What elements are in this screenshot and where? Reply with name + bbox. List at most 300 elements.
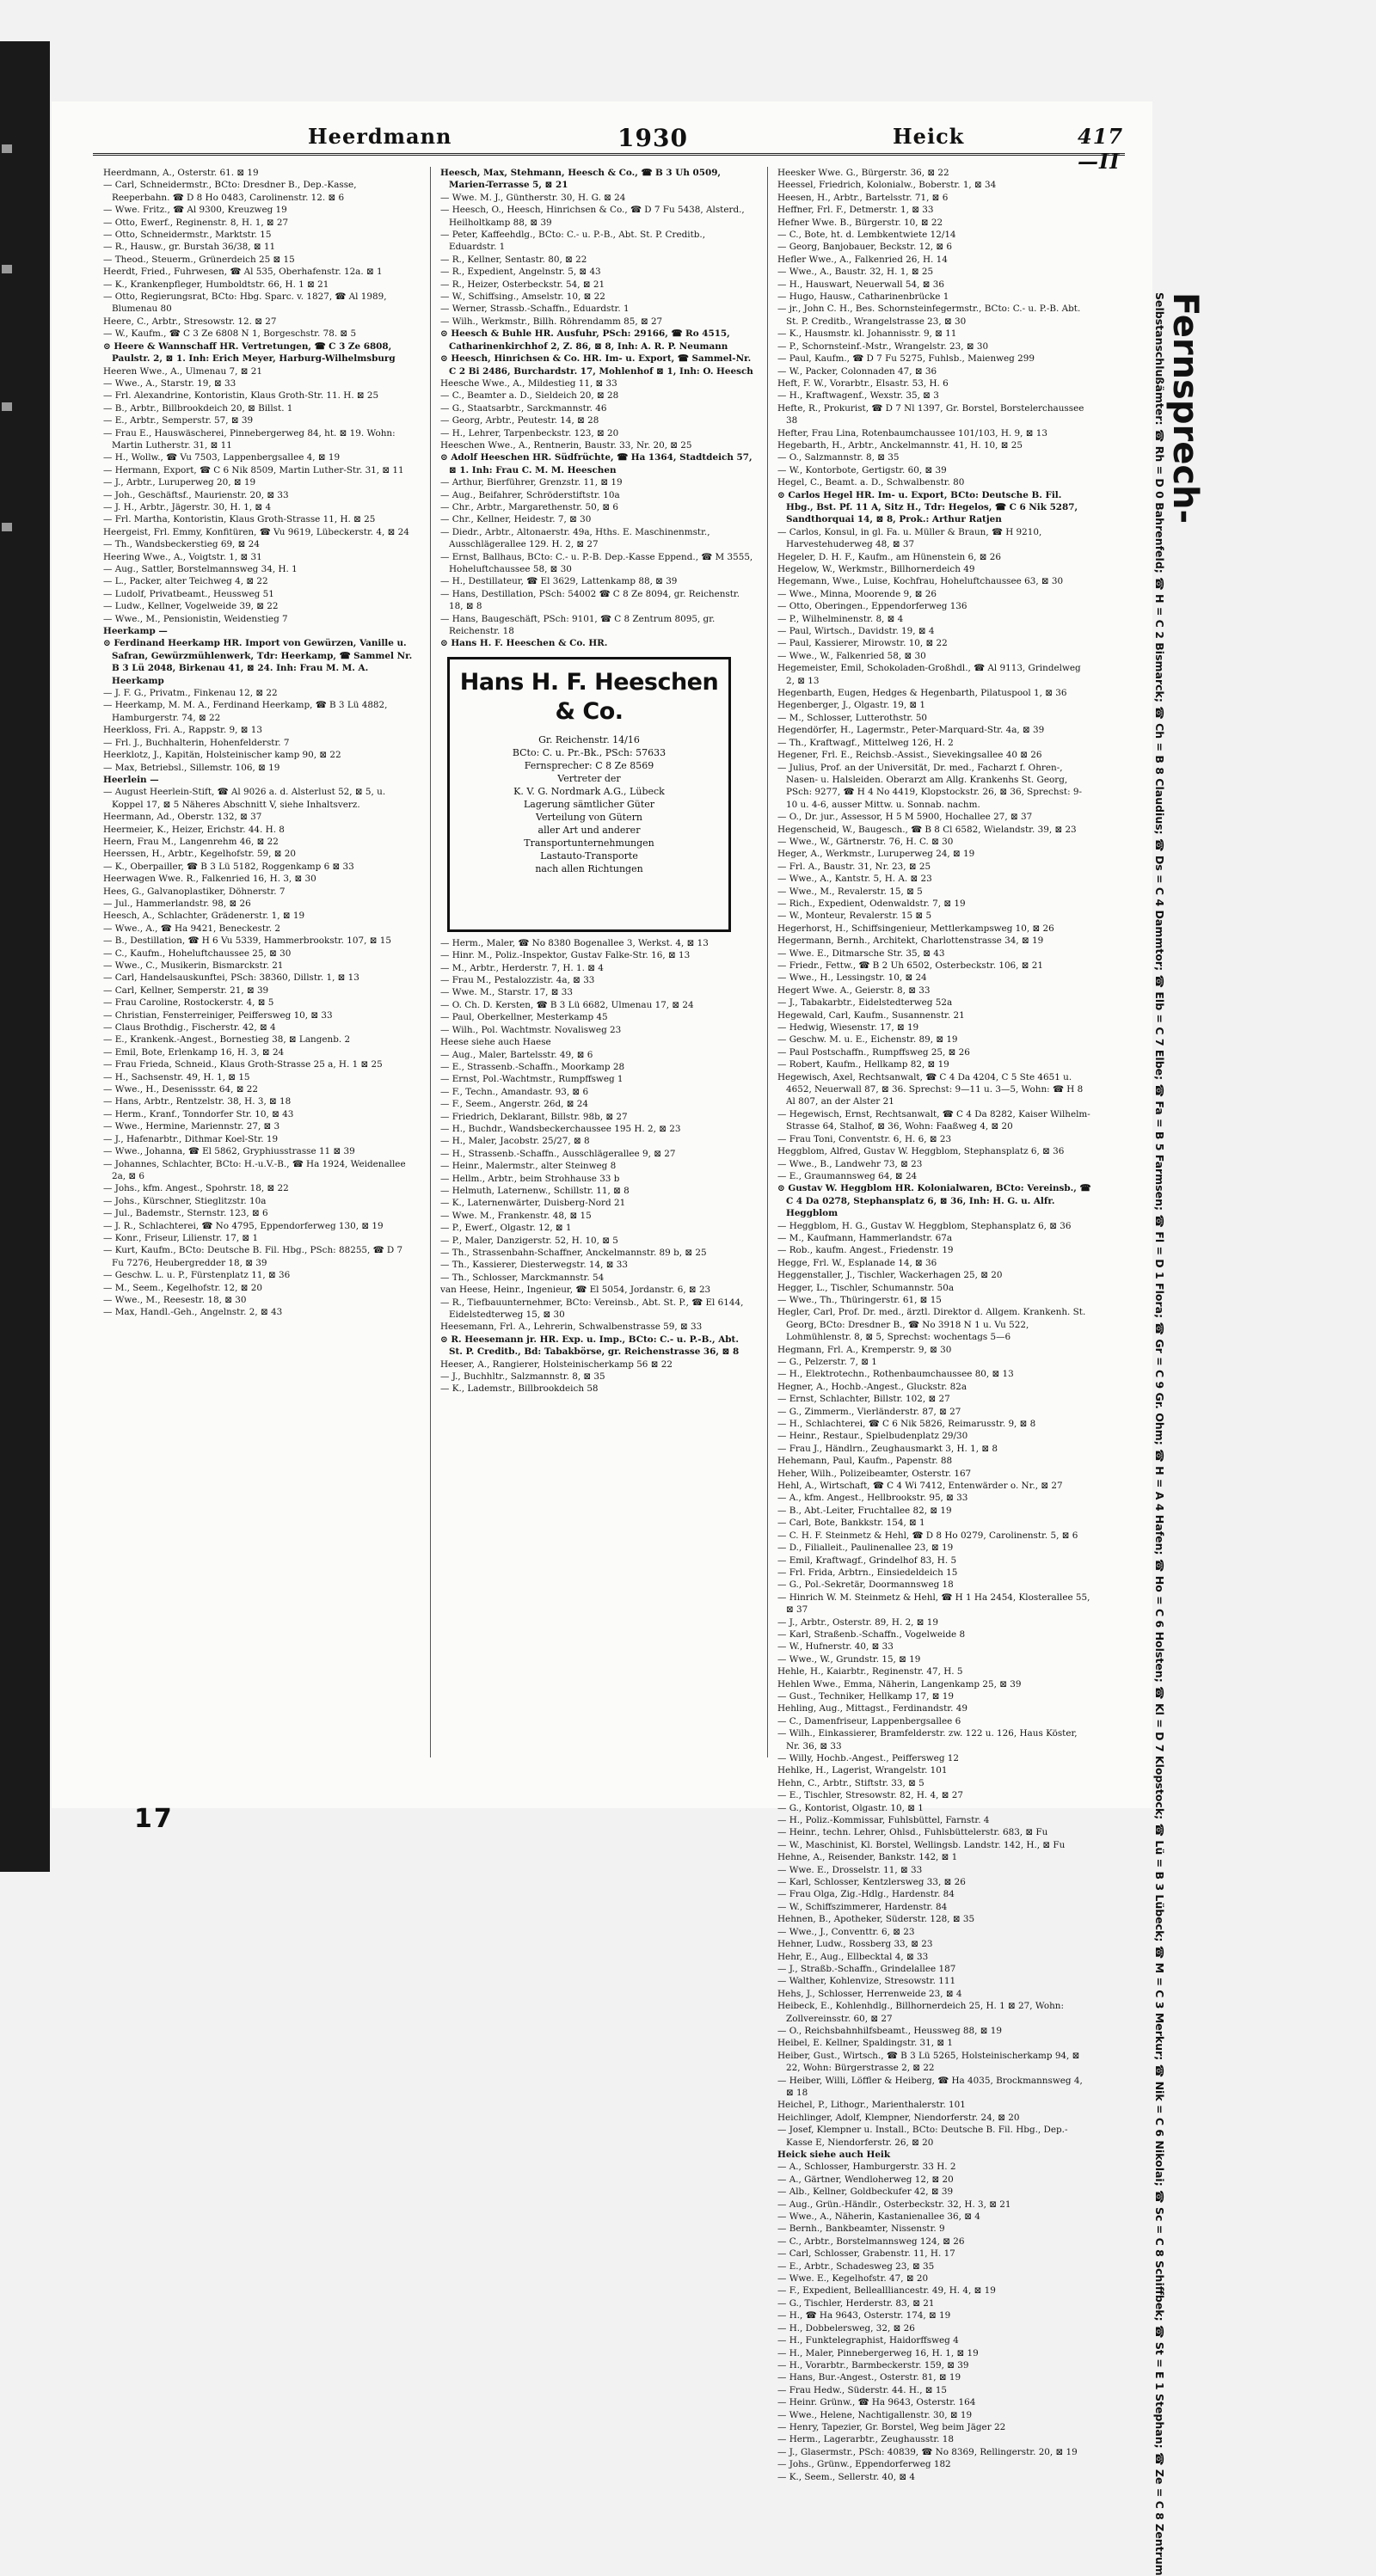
directory-entry: Hegener, Frl. E., Reichsb.-Assist., Sievekingsallee 40 ⊠ 26 [777, 750, 1042, 761]
directory-entry: — R., Heizer, Osterbeckstr. 54, ⊠ 21 [440, 279, 605, 290]
directory-entry: Hehn, C., Arbtr., Stiftstr. 33, ⊠ 5 [777, 1777, 924, 1788]
directory-entry: — Ernst, Ballhaus, BCto: C.- u. P.-B. Dep.-Kasse Eppend., ☎ M 3555, Hoheluftchaussee 58, ⊠ 30 [440, 551, 753, 574]
directory-entry: Hegge, Frl. W., Esplanade 14, ⊠ 36 [777, 1257, 937, 1268]
directory-entry: — Heinr. Grünw., ☎ Ha 9643, Osterstr. 164 [777, 2397, 976, 2408]
directory-entry: — Frau Toni, Conventstr. 6, H. 6, ⊠ 23 [777, 1133, 952, 1144]
directory-entry: — Otto, Schneidermstr., Marktstr. 15 [103, 230, 272, 241]
directory-entry: — Carlos, Konsul, in gl. Fa. u. Müller & Braun, ☎ H 9210, Harvestehuderweg 48, ⊠ 37 [777, 526, 1042, 550]
directory-entry: Heesche Wwe., A., Mildestieg 11, ⊠ 33 [440, 377, 617, 389]
directory-entry: — Julius, Prof. an der Universität, Dr. med., Facharzt f. Ohren-, Nasen- u. Halsleiden. Oberarzt am Allg. Krankenhs St. Georg, PSch: 9277, ☎ H 4 No 4419, Klopstockstr. 26, ⊠ 36, Sprechst: 9-10 u. 4-6, ausser Mittw. u. Sonnab. nachm. [777, 762, 1083, 810]
directory-entry: — Max, Handl.-Geh., Angelnstr. 2, ⊠ 43 [103, 1307, 283, 1318]
directory-entry: — R., Expedient, Angelnstr. 5, ⊠ 43 [440, 267, 601, 278]
directory-entry: — E., Strassenb.-Schaffn., Moorkamp 28 [440, 1061, 625, 1072]
ad-line: Lagerung sämtlicher Güter [523, 798, 655, 810]
directory-entry: — H., Poliz.-Kommissar, Fuhlsbüttel, Farnstr. 4 [777, 1815, 990, 1826]
directory-entry: Hegendörfer, H., Lagermstr., Peter-Marquard-Str. 4a, ⊠ 39 [777, 725, 1045, 736]
directory-entry: — E., Krankenk.-Angest., Bornestieg 38, ⊠ Langenb. 2 [103, 1034, 351, 1046]
directory-entry: Heerlein — [103, 774, 159, 785]
directory-entry: — Hans, Arbtr., Rentzelstr. 38, H. 3, ⊠ 18 [103, 1096, 292, 1107]
directory-entry: Heick siehe auch Heik [777, 2150, 891, 2160]
column-rule [430, 167, 431, 1757]
directory-entry: — Heinr., Restaur., Spielbudenplatz 29/30 [777, 1431, 968, 1442]
directory-entry: — Hermann, Export, ☎ C 6 Nik 8509, Martin Luther-Str. 31, ⊠ 11 [103, 464, 404, 475]
directory-entry: — Bernh., Bankbeamter, Nissenstr. 9 [777, 2223, 945, 2235]
directory-entry: Hefte, R., Prokurist, ☎ D 7 Nl 1397, Gr. Borstel, Borstelerchaussee 38 [777, 402, 1084, 426]
directory-entry: — Claus Brothdig., Fischerstr. 42, ⊠ 4 [103, 1022, 276, 1033]
directory-entry: Hehemann, Paul, Kaufm., Papenstr. 88 [777, 1456, 953, 1467]
directory-entry: — Th., Schlosser, Marckmannstr. 54 [440, 1272, 605, 1283]
directory-entry: Hegewald, Carl, Kaufm., Susannenstr. 21 [777, 1009, 965, 1021]
directory-entry: — Hans, Destillation, PSch: 54002 ☎ C 8 Ze 8094, gr. Reichenstr. 18, ⊠ 8 [440, 588, 740, 612]
directory-entry: — Gust., Techniker, Hellkamp 17, ⊠ 19 [777, 1690, 954, 1702]
directory-entry: Heerkloss, Fri. A., Rappstr. 9, ⊠ 13 [103, 725, 262, 736]
directory-entry: — Diedr., Arbtr., Altonaerstr. 49a, Hths. E. Maschinenmstr., Ausschlägerallee 129. H. 2, ⊠ 27 [440, 526, 710, 550]
directory-entry: ⊙ Heesch, Hinrichsen & Co. HR. Im- u. Export, ☎ Sammel-Nr. C 2 Bi 2486, Burchardstr. 17, Mohlenhof ⊠ 1, Inh: O. Heesch [440, 353, 753, 377]
directory-entry: — H., Buchdr., Wandsbeckerchaussee 195 H. 2, ⊠ 23 [440, 1123, 681, 1134]
directory-entry: Hehne, A., Reisender, Bankstr. 142, ⊠ 1 [777, 1852, 958, 1863]
directory-entry: — H., Dobbelersweg, 32, ⊠ 26 [777, 2322, 915, 2334]
directory-entry: — Heggblom, H. G., Gustav W. Heggblom, Stephansplatz 6, ⊠ 36 [777, 1220, 1072, 1231]
directory-entry: — Wwe., Minna, Moorende 9, ⊠ 26 [777, 588, 937, 599]
ad-line: BCto: C. u. Pr.-Bk., PSch: 57633 [512, 746, 666, 758]
directory-entry: — Frl. A., Baustr. 31, Nr. 23, ⊠ 25 [777, 861, 931, 872]
directory-entry: — Hans, Bur.-Angest., Osterstr. 81, ⊠ 19 [777, 2372, 961, 2383]
directory-entry: — Wwe. M. J., Güntherstr. 30, H. G. ⊠ 24 [440, 192, 626, 203]
directory-entry: — H., Funktelegraphist, Haidorffsweg 4 [777, 2335, 959, 2346]
directory-entry: — Carl, Handelsauskunftei, PSch: 38360, Dillstr. 1, ⊠ 13 [103, 972, 359, 984]
directory-entry: — E., Arbtr., Schadesweg 23, ⊠ 35 [777, 2260, 935, 2272]
directory-entry: — Otto, Regierungsrat, BCto: Hbg. Sparc. v. 1827, ☎ Al 1989, Blumenau 80 [103, 291, 387, 315]
directory-entry: — Ludw., Kellner, Vogelweide 39, ⊠ 22 [103, 601, 279, 612]
directory-entry: Hegemann, Wwe., Luise, Kochfrau, Hoheluftchaussee 63, ⊠ 30 [777, 576, 1064, 587]
directory-entry: Hehnen, B., Apotheker, Süderstr. 128, ⊠ 35 [777, 1914, 975, 1925]
directory-entry: — F., Expedient, Belleallliancestr. 49, H. 4, ⊠ 19 [777, 2285, 996, 2297]
directory-entry: ⊙ Hans H. F. Heeschen & Co. HR. [440, 638, 608, 649]
directory-entry: — Wwe., C., Musikerin, Bismarckstr. 21 [103, 960, 284, 971]
directory-entry: — Joh., Geschäftsf., Maurienstr. 20, ⊠ 33 [103, 489, 289, 500]
directory-entry: — Rob., kaufm. Angest., Friedenstr. 19 [777, 1245, 954, 1256]
scan-artifact [2, 144, 12, 153]
ad-line: Transportunternehmungen [524, 837, 654, 849]
ad-line: Vertreter der [557, 772, 621, 784]
directory-entry: — Carl, Bote, Bankkstr. 154, ⊠ 1 [777, 1518, 925, 1529]
directory-entry: Hehlen Wwe., Emma, Näherin, Langenkamp 25, ⊠ 39 [777, 1678, 1022, 1690]
folio-number: 17 [134, 1804, 174, 1834]
directory-entry: — C., Beamter a. D., Sieldeich 20, ⊠ 28 [440, 390, 619, 402]
directory-entry: — B., Arbtr., Billbrookdeich 20, ⊠ Billst. 1 [103, 402, 293, 414]
directory-entry: ⊙ Adolf Heeschen HR. Südfrüchte, ☎ Ha 1364, Stadtdeich 57, ⊠ 1. Inh: Frau C. M. M. Heeschen [440, 452, 752, 475]
directory-entry: Hegenbarth, Eugen, Hedges & Hegenbarth, Pilatuspool 1, ⊠ 36 [777, 688, 1067, 699]
directory-entry: Hegel, C., Beamt. a. D., Schwalbenstr. 80 [777, 477, 965, 488]
directory-entry: — Carl, Kellner, Semperstr. 21, ⊠ 39 [103, 984, 269, 996]
directory-entry: — Otto, Ewerf., Reginenstr. 8, H. 1, ⊠ 27 [103, 217, 289, 228]
header-first-name: Heerdmann [308, 124, 452, 149]
entry-columns [103, 167, 1109, 2482]
directory-entry: — Wwe., A., Starstr. 19, ⊠ 33 [103, 377, 236, 389]
directory-entry: Heichlinger, Adolf, Klempner, Niendorferstr. 24, ⊠ 20 [777, 2112, 1020, 2123]
directory-entry: — Wwe., A., Baustr. 32, H. 1, ⊠ 25 [777, 267, 934, 278]
directory-entry: — Alb., Kellner, Goldbeckufer 42, ⊠ 39 [777, 2187, 954, 2198]
sidebar-title: Fernsprech- [1165, 292, 1205, 524]
directory-entry: — H., Sachsenstr. 49, H. 1, ⊠ 15 [103, 1071, 250, 1083]
directory-entry: — Johs., kfm. Angest., Spohrstr. 18, ⊠ 22 [103, 1183, 289, 1194]
directory-entry: — H., Strassenb.-Schaffn., Ausschlägerallee 9, ⊠ 27 [440, 1148, 676, 1159]
directory-entry: — W., Hufnerstr. 40, ⊠ 33 [777, 1641, 894, 1653]
directory-entry: — K., Krankenpfleger, Humboldtstr. 66, H. 1 ⊠ 21 [103, 279, 329, 290]
scan-artifact [2, 402, 12, 411]
directory-entry: — Wwe., Hermine, Mariennstr. 27, ⊠ 3 [103, 1121, 280, 1132]
phone-exchange-sidebar [1132, 292, 1205, 2576]
directory-entry: — W., Kontorbote, Gertigstr. 60, ⊠ 39 [777, 464, 947, 475]
directory-entry: — J., Buchhltr., Salzmannstr. 8, ⊠ 35 [440, 1371, 605, 1383]
directory-entry: — Wilh., Werkmstr., Billh. Röhrendamm 85, ⊠ 27 [440, 316, 663, 327]
directory-entry: — Th., Kraftwagf., Mittelweg 126, H. 2 [777, 737, 954, 748]
directory-entry: Heermann, Ad., Oberstr. 132, ⊠ 37 [103, 812, 262, 823]
directory-entry: — Frau Frieda, Schneid., Klaus Groth-Strasse 25 a, H. 1 ⊠ 25 [103, 1059, 383, 1070]
directory-entry: — R., Kellner, Sentastr. 80, ⊠ 22 [440, 254, 587, 265]
ad-title-suffix: & Co. [555, 697, 624, 725]
ad-line: K. V. G. Nordmark A.G., Lübeck [513, 785, 665, 797]
directory-entry: Heibeck, E., Kohlenhdlg., Billhornerdeich 25, H. 1 ⊠ 27, Wohn: Zollvereinsstr. 60, ⊠ 27 [777, 2001, 1064, 2024]
column-rule [767, 167, 768, 1757]
directory-entry: — E., Arbtr., Semperstr. 57, ⊠ 39 [103, 415, 254, 426]
directory-entry: Hefner Wwe. B., Bürgerstr. 10, ⊠ 22 [777, 217, 943, 228]
directory-entry: — C. H. F. Steinmetz & Hehl, ☎ D 8 Ho 0279, Carolinenstr. 5, ⊠ 6 [777, 1530, 1078, 1541]
directory-entry: — Geschw. M. u. E., Eichenstr. 89, ⊠ 19 [777, 1034, 958, 1046]
directory-entry: Heern, Frau M., Langenrehm 46, ⊠ 22 [103, 836, 279, 847]
sidebar-exchanges-line: Selbstanschlußämter: ☎ Rh = D 0 Bahrenfeld; ☎ H = C 2 Bismarck; ☎ Ch = B 8 Claudius; ☎ Ds = C 4 Dammtor; ☎ Elb = C 7 Elbe; ☎ Fa = B 5 Farmsen; ☎ Fl = D 1 Flora; ☎ Gr = C 9 Gr. Ohm; ☎ H = A 4 Hafen; ☎ Ho = C 6 Holsten; ☎ Kl = D 7 Klopstock; ☎ Lü = B 3 Lübeck; ☎ M = C 3 Merkur; ☎ Nik = C 6 Nikolai; ☎ Sc = C 8 Schiffbek; ☎ St = E 1 Stephan; ☎ Ze = C 8 Zentrum [1153, 292, 1166, 2576]
directory-entry: — Wwe., A., ☎ Ha 9421, Beneckestr. 2 [103, 923, 281, 934]
directory-entry: — O. Ch. D. Kersten, ☎ B 3 Lü 6682, Ulmenau 17, ⊠ 24 [440, 999, 694, 1010]
directory-entry: Hegeler, D. H. F., Kaufm., am Hünenstein 6, ⊠ 26 [777, 551, 1001, 562]
directory-entry: — Wwe., J., Conventtr. 6, ⊠ 23 [777, 1926, 915, 1937]
ad-line: Verteilung von Gütern [536, 811, 642, 823]
directory-entry: Heft, F. W., Vorarbtr., Elsastr. 53, H. 6 [777, 377, 949, 389]
directory-entry: — Hans, Baugeschäft, PSch: 9101, ☎ C 8 Zentrum 8095, gr. Reichenstr. 18 [440, 613, 716, 637]
directory-entry: — August Heerlein-Stift, ☎ Al 9026 a. d. Alsterlust 52, ⊠ 5, u. Koppel 17, ⊠ 5 Näheres Abschnitt V, siehe Inhaltsverz. [103, 787, 386, 810]
directory-entry: — H., Schlachterei, ☎ C 6 Nik 5826, Reimarusstr. 9, ⊠ 8 [777, 1419, 1036, 1430]
directory-entry: Heeschen Wwe., A., Rentnerin, Baustr. 33, Nr. 20, ⊠ 25 [440, 439, 692, 451]
directory-entry: — Wilh., Pol. Wachtmstr. Novalisweg 23 [440, 1024, 622, 1035]
directory-entry: Hegemeister, Emil, Schokoladen-Großhdl., ☎ Al 9113, Grindelweg 2, ⊠ 13 [777, 663, 1081, 686]
directory-entry: — J. H., Arbtr., Jägerstr. 30, H. 1, ⊠ 4 [103, 501, 272, 512]
directory-entry: — C., Arbtr., Borstelmannsweg 124, ⊠ 26 [777, 2236, 965, 2247]
directory-entry: — Wwe. Fritz., ☎ Al 9300, Kreuzweg 19 [103, 205, 287, 216]
directory-entry: — J., Arbtr., Osterstr. 89, H. 2, ⊠ 19 [777, 1616, 939, 1628]
directory-entry: — J., Arbtr., Luruperweg 20, ⊠ 19 [103, 477, 256, 488]
directory-entry: van Heese, Heinr., Ingenieur, ☎ El 5054, Jordanstr. 6, ⊠ 23 [440, 1285, 711, 1296]
directory-entry: Hegenscheid, W., Baugesch., ☎ B 8 Cl 6582, Wielandstr. 39, ⊠ 23 [777, 824, 1077, 835]
ad-line: nach allen Richtungen [535, 862, 643, 874]
directory-entry: — Walther, Kohlenvize, Stresowstr. 111 [777, 1976, 956, 1987]
directory-entry: — J., Hafenarbtr., Dithmar Koel-Str. 19 [103, 1133, 279, 1144]
directory-entry: Hegewisch, Axel, Rechtsanwalt, ☎ C 4 Da 4204, C 5 Ste 4651 u. 4652, Neuerwall 87, ⊠ 36. Sprechst: 9—11 u. 3—5, Wohn: ☎ H 8 Al 807, an der Alster 21 [777, 1071, 1084, 1107]
directory-entry: Hegerhorst, H., Schiffsingenieur, Mettlerkampsweg 10, ⊠ 26 [777, 923, 1054, 934]
directory-entry: — Karl, Schlosser, Kentzlersweg 33, ⊠ 26 [777, 1877, 966, 1888]
directory-entry: Hegner, A., Hochb.-Angest., Gluckstr. 82a [777, 1381, 968, 1392]
directory-entry: — Jul., Bademstr., Sternstr. 123, ⊠ 6 [103, 1208, 268, 1219]
directory-entry: Heerssen, H., Arbtr., Kegelhofstr. 59, ⊠ 20 [103, 849, 296, 860]
directory-entry: — Wwe. E., Kegelhofstr. 47, ⊠ 20 [777, 2273, 929, 2285]
directory-entry: Heere, C., Arbtr., Stresowstr. 12. ⊠ 27 [103, 316, 277, 327]
directory-entry: ⊙ Heere & Wannschaff HR. Vertretungen, ☎ C 3 Ze 6808, Paulstr. 2, ⊠ 1. Inh: Erich Meyer, Harburg-Wilhelmsburg [103, 340, 396, 365]
directory-entry: — K., Lademstr., Billbrookdeich 58 [440, 1383, 599, 1395]
directory-entry: ⊙ Ferdinand Heerkamp HR. Import von Gewürzen, Vanille u. Safran, Gewürzmühlenwerk, Tdr: Heerkamp, ☎ Sammel Nr. B 3 Lü 2048, Birkenau 41, ⊠ 24. Inh: Frau M. M. A. Heerkamp [103, 638, 413, 686]
directory-entry: Hehling, Aug., Mittagst., Ferdinandstr. 49 [777, 1703, 968, 1714]
directory-entry: — P., Ewerf., Olgastr. 12, ⊠ 1 [440, 1223, 572, 1234]
directory-entry: Heesemann, Frl. A., Lehrerin, Schwalbenstrasse 59, ⊠ 33 [440, 1322, 703, 1333]
directory-page [52, 101, 1152, 2482]
directory-entry: — H., Maler, Pinnebergerweg 16, H. 1, ⊠ 19 [777, 2347, 979, 2358]
directory-entry: Heerdmann, A., Osterstr. 61. ⊠ 19 [103, 168, 259, 178]
directory-entry: — Wwe., M., Revalerstr. 15, ⊠ 5 [777, 886, 923, 897]
directory-entry: Hehner, Ludw., Rossberg 33, ⊠ 23 [777, 1939, 933, 1950]
directory-entry: Hefler Wwe., A., Falkenried 26, H. 14 [777, 254, 948, 265]
directory-entry: Heger, A., Werkmstr., Luruperweg 24, ⊠ 19 [777, 849, 975, 860]
directory-entry: — Frau M., Pestalozzistr. 4a, ⊠ 33 [440, 975, 595, 986]
directory-entry: — Kurt, Kaufm., BCto: Deutsche B. Fil. Hbg., PSch: 88255, ☎ D 7 Fu 7276, Heubergredder 18, ⊠ 39 [103, 1245, 403, 1268]
directory-entry: Hegler, Carl, Prof. Dr. med., ärztl. Direktor d. Allgem. Krankenh. St. Georg, BCto: Dresdner B., ☎ No 3918 N 1 u. Vu 522, Lohmühlenstr. 8, ⊠ 5, Sprechst: wochentags 5—6 [777, 1307, 1086, 1343]
directory-entry: — M., Arbtr., Herderstr. 7, H. 1. ⊠ 4 [440, 962, 604, 973]
directory-entry: — Johs., Kürschner, Stieglitzstr. 10a [103, 1195, 267, 1206]
directory-entry: Hegenberger, J., Olgastr. 19, ⊠ 1 [777, 700, 926, 711]
directory-entry: — G., Staatsarbtr., Sarckmannstr. 46 [440, 402, 607, 414]
directory-entry: — Wwe., W., Grundstr. 15, ⊠ 19 [777, 1653, 921, 1665]
directory-entry: — Hugo, Hausw., Catharinenbrücke 1 [777, 291, 949, 303]
directory-entry: — Th., Wandsbeckerstieg 69, ⊠ 24 [103, 539, 260, 550]
directory-entry: Heesker Wwe. G., Bürgerstr. 36, ⊠ 22 [777, 168, 949, 178]
directory-entry: — G., Tischler, Herderstr. 83, ⊠ 21 [777, 2297, 935, 2309]
directory-entry: — Willy, Hochb.-Angest., Peiffersweg 12 [777, 1753, 960, 1763]
directory-entry: — F., Seem., Angerstr. 26d, ⊠ 24 [440, 1099, 588, 1110]
directory-entry: — Chr., Kellner, Heidestr. 7, ⊠ 30 [440, 514, 592, 525]
directory-entry: — R., Hausw., gr. Burstah 36/38, ⊠ 11 [103, 242, 276, 253]
directory-entry: — Peter, Kaffeehdlg., BCto: C.- u. P.-B., Abt. St. P. Creditb., Eduardstr. 1 [440, 230, 706, 253]
directory-entry: — D., Filialleit., Paulinenallee 23, ⊠ 19 [777, 1543, 954, 1554]
directory-entry: — Wwe., Johanna, ☎ El 5862, Gryphiusstrasse 11 ⊠ 39 [103, 1146, 355, 1157]
directory-entry: Hegermann, Bernh., Architekt, Charlottenstrasse 34, ⊠ 19 [777, 935, 1044, 947]
ad-line: aller Art und anderer [538, 824, 641, 836]
directory-entry: — O., Reichsbahnhilfsbeamt., Heussweg 88, ⊠ 19 [777, 2025, 1002, 2036]
ad-title: Hans H. F. Heeschen [459, 668, 719, 696]
directory-entry: — Robert, Kaufm., Hellkamp 82, ⊠ 19 [777, 1059, 949, 1070]
directory-entry: — Carl, Schlosser, Grabenstr. 11, H. 17 [777, 2248, 955, 2260]
directory-entry: — Geschw. L. u. P., Fürstenplatz 11, ⊠ 36 [103, 1270, 291, 1281]
directory-entry: — Rich., Expedient, Odenwaldstr. 7, ⊠ 19 [777, 898, 966, 909]
directory-entry: — Theod., Steuerm., Grünerdeich 25 ⊠ 15 [103, 254, 295, 265]
directory-entry: — C., Bote, ht. d. Lembkentwiete 12/14 [777, 230, 956, 241]
directory-entry: — H., Wollw., ☎ Vu 7503, Lappenbergsallee 4, ⊠ 19 [103, 452, 341, 463]
directory-entry: — E., Graumannsweg 64, ⊠ 24 [777, 1170, 918, 1181]
directory-entry: — Aug., Sattler, Borstelmannsweg 34, H. 1 [103, 564, 298, 574]
directory-entry: — O., Dr. jur., Assessor, H 5 M 5900, Hochallee 27, ⊠ 37 [777, 812, 1033, 823]
directory-entry: Heerdt, Fried., Fuhrwesen, ☎ Al 535, Oberhafenstr. 12a. ⊠ 1 [103, 267, 383, 278]
directory-entry: Heesen, H., Arbtr., Bartelsstr. 71, ⊠ 6 [777, 192, 949, 203]
directory-entry: — Th., Kassierer, Diesterwegstr. 14, ⊠ 33 [440, 1260, 628, 1271]
directory-entry: ⊙ Heesch & Buhle HR. Ausfuhr, PSch: 29166, ☎ Ro 4515, Catharinenkirchhof 2, Z. 86, ⊠ 8, Inh: A. R. P. Neumann [440, 328, 730, 352]
directory-entry: Hegert Wwe. A., Geierstr. 8, ⊠ 33 [777, 984, 931, 996]
directory-entry: — Heinr., Malermstr., alter Steinweg 8 [440, 1161, 617, 1172]
directory-entry: Heeren Wwe., A., Ulmenau 7, ⊠ 21 [103, 365, 262, 377]
scan-artifact [2, 523, 12, 531]
directory-entry: — Carl, Schneidermstr., BCto: Dresdner B., Dep.-Kasse, Reeperbahn. ☎ D 8 Ho 0483, Carolinenstr. 12. ⊠ 6 [103, 180, 357, 203]
directory-entry: — Th., Strassenbahn-Schaffner, Anckelmannstr. 89 b, ⊠ 25 [440, 1248, 707, 1258]
directory-entry: Hehs, J., Schlosser, Herrenweide 23, ⊠ 4 [777, 1988, 962, 1999]
directory-entry: — W., Monteur, Revalerstr. 15 ⊠ 5 [777, 911, 932, 922]
directory-entry: — H., Lehrer, Tarpenbeckstr. 123, ⊠ 20 [440, 427, 619, 439]
directory-entry: — Werner, Strassb.-Schaffn., Eduardstr. 1 [440, 304, 630, 315]
directory-entry: Heesch, Max, Stehmann, Heesch & Co., ☎ B 3 Uh 0509, Marien-Terrasse 5, ⊠ 21 [440, 168, 722, 191]
directory-entry: — Karl, Straßenb.-Schaffn., Vogelweide 8 [777, 1628, 966, 1640]
directory-entry: — Paul, Oberkellner, Mesterkamp 45 [440, 1012, 608, 1023]
directory-entry: — P., Wilhelminenstr. 8, ⊠ 4 [777, 613, 904, 624]
directory-entry: — G., Pol.-Sekretär, Doormannsweg 18 [777, 1579, 954, 1591]
directory-entry: — Frl. Frida, Arbtrn., Einsiedeldeich 15 [777, 1567, 958, 1578]
directory-entry: — Wwe., M., Pensionistin, Weidenstieg 7 [103, 613, 288, 624]
directory-entry: — A., Schlosser, Hamburgerstr. 33 H. 2 [777, 2162, 956, 2173]
directory-entry: — Wilh., Einkassierer, Bramfelderstr. zw. 122 u. 126, Haus Köster, Nr. 36, ⊠ 33 [777, 1728, 1078, 1751]
header-year: 1930 [617, 124, 688, 152]
directory-entry: — Aug., Beifahrer, Schröderstiftstr. 10a [440, 489, 620, 500]
directory-entry: — H., Destillateur, ☎ El 3629, Lattenkamp 88, ⊠ 39 [440, 576, 678, 587]
directory-entry: Heese siehe auch Haese [440, 1037, 551, 1048]
directory-entry: — Hegewisch, Ernst, Rechtsanwalt, ☎ C 4 Da 8282, Kaiser Wilhelm-Strasse 64, Stalhof, ⊠ 36, Wohn: Faaßweg 4, ⊠ 20 [777, 1108, 1090, 1132]
directory-entry: — Frau Olga, Zig.-Hdlg., Hardenstr. 84 [777, 1889, 955, 1900]
directory-entry: — E., Tischler, Stresowstr. 82, H. 4, ⊠ 27 [777, 1790, 963, 1801]
directory-entry: — Johs., Grünw., Eppendorferweg 182 [777, 2459, 951, 2470]
directory-entry: — Heinr., techn. Lehrer, Ohlsd., Fuhlsbüttelerstr. 683, ⊠ Fu [777, 1827, 1048, 1838]
directory-entry: — Wwe., W., Falkenried 58, ⊠ 30 [777, 650, 926, 661]
directory-entry: — Emil, Kraftwagf., Grindelhof 83, H. 5 [777, 1555, 957, 1566]
directory-entry: — Wwe. E., Drosselstr. 11, ⊠ 33 [777, 1864, 923, 1875]
directory-entry: Heessel, Friedrich, Kolonialw., Boberstr. 1, ⊠ 34 [777, 180, 997, 191]
directory-entry: — Hinrich W. M. Steinmetz & Hehl, ☎ H 1 Ha 2454, Klosterallee 55, ⊠ 37 [777, 1592, 1090, 1616]
directory-entry: — Frau Hedw., Süderstr. 44. H., ⊠ 15 [777, 2384, 948, 2395]
directory-entry: — P., Schornsteinf.-Mstr., Wrangelstr. 23, ⊠ 30 [777, 340, 989, 352]
directory-entry: — J. R., Schlachterei, ☎ No 4795, Eppendorferweg 130, ⊠ 19 [103, 1220, 384, 1231]
directory-entry: — Henry, Tapezier, Gr. Borstel, Weg beim Jäger 22 [777, 2421, 1006, 2432]
directory-entry: — L., Packer, alter Teichweg 4, ⊠ 22 [103, 576, 268, 587]
directory-entry: — G., Zimmerm., Vierländerstr. 87, ⊠ 27 [777, 1406, 961, 1417]
directory-entry: — Wwe., H., Lessingstr. 10, ⊠ 24 [777, 972, 927, 984]
directory-entry: — Aug., Grün.-Händlr., Osterbeckstr. 32, H. 3, ⊠ 21 [777, 2199, 1011, 2210]
directory-entry: — M., Kaufmann, Hammerlandstr. 67a [777, 1232, 953, 1243]
directory-entry: — Frl. J., Buchhalterin, Hohenfelderstr. 7 [103, 737, 290, 748]
directory-entry: — Wwe., B., Landwehr 73, ⊠ 23 [777, 1158, 923, 1169]
directory-entry: — Frl. Martha, Kontoristin, Klaus Groth-Strasse 11, H. ⊠ 25 [103, 514, 376, 525]
directory-entry: — Frau J., Händlrn., Zeughausmarkt 3, H. 1, ⊠ 8 [777, 1443, 998, 1454]
directory-entry: — H., ☎ Ha 9643, Osterstr. 174, ⊠ 19 [777, 2310, 951, 2321]
directory-entry: — Ludolf, Privatbeamt., Heussweg 51 [103, 588, 274, 599]
directory-entry: — Frau Caroline, Rostockerstr. 4, ⊠ 5 [103, 997, 274, 1009]
directory-entry: — J., Glasermstr., PSch: 40839, ☎ No 8369, Rellingerstr. 20, ⊠ 19 [777, 2446, 1078, 2457]
directory-entry: — Heerkamp, M. M. A., Ferdinand Heerkamp, ☎ B 3 Lü 4882, Hamburgerstr. 74, ⊠ 22 [103, 700, 388, 723]
ad-line: Gr. Reichenstr. 14/16 [538, 733, 640, 745]
directory-entry: Hehle, H., Kaiarbtr., Reginenstr. 47, H. 5 [777, 1666, 963, 1677]
directory-entry: — A., Gärtner, Wendloherweg 12, ⊠ 20 [777, 2174, 954, 2185]
directory-entry: Hegmann, Frl. A., Kremperstr. 9, ⊠ 30 [777, 1344, 952, 1355]
directory-entry: Heerwagen Wwe. R., Falkenried 16, H. 3, ⊠ 30 [103, 874, 316, 885]
directory-entry: — C., Damenfriseur, Lappenbergsallee 6 [777, 1715, 961, 1727]
directory-entry: Heichel, P., Lithogr., Marienthalerstr. 101 [777, 2100, 966, 2111]
directory-entry: — G., Pelzerstr. 7, ⊠ 1 [777, 1357, 877, 1367]
directory-entry: Heggblom, Alfred, Gustav W. Heggblom, Stephansplatz 6, ⊠ 36 [777, 1146, 1065, 1157]
directory-entry: — G., Kontorist, Olgastr. 10, ⊠ 1 [777, 1802, 924, 1813]
directory-entry: — W., Kaufm., ☎ C 3 Ze 6808 N 1, Borgeschstr. 78. ⊠ 5 [103, 328, 357, 340]
directory-entry: — A., kfm. Angest., Hellbrookstr. 95, ⊠ 33 [777, 1493, 968, 1504]
column-1 [103, 167, 417, 1757]
directory-entry: Hehlke, H., Lagerist, Wrangelstr. 101 [777, 1765, 948, 1776]
directory-entry: — Paul, Wirtsch., Davidstr. 19, ⊠ 4 [777, 626, 935, 637]
directory-entry: — Hedwig, Wiesenstr. 17, ⊠ 19 [777, 1022, 919, 1033]
directory-entry: — Christian, Fensterreiniger, Peiffersweg 10, ⊠ 33 [103, 1009, 333, 1021]
directory-entry: — Herm., Maler, ☎ No 8380 Bogenallee 3, Werkst. 4, ⊠ 13 [440, 937, 709, 948]
directory-entry: — Otto, Oberingen., Eppendorferweg 136 [777, 601, 968, 612]
directory-entry: — Ernst, Schlachter, Billstr. 102, ⊠ 27 [777, 1394, 950, 1405]
directory-entry: — Wwe., W., Gärtnerstr. 76, H. C. ⊠ 30 [777, 836, 954, 847]
directory-entry: — Emil, Bote, Erlenkamp 16, H. 3, ⊠ 24 [103, 1046, 285, 1058]
directory-entry: — Wwe., Helene, Nachtigallenstr. 30, ⊠ 19 [777, 2409, 973, 2420]
directory-entry: — Wwe., A., Näherin, Kastanienallee 36, ⊠ 4 [777, 2211, 980, 2223]
directory-entry: ⊙ Carlos Hegel HR. Im- u. Export, BCto: Deutsche B. Fil. Hbg., Bst. Pf. 11 A, Sitz H., Tdr: Hegelos, ☎ C 6 Nik 5287, Sandthorquai 14, ⊠ 8, Prok.: Arthur Ratjen [777, 489, 1078, 525]
directory-entry: — Paul, Kassierer, Mirowstr. 10, ⊠ 22 [777, 638, 948, 649]
directory-entry: Heeser, A., Rangierer, Holsteinischerkamp 56 ⊠ 22 [440, 1359, 673, 1370]
directory-entry: — Frl. Alexandrine, Kontoristin, Klaus Groth-Str. 11. H. ⊠ 25 [103, 390, 379, 402]
directory-entry: — B., Destillation, ☎ H 6 Vu 5339, Hammerbrookstr. 107, ⊠ 15 [103, 935, 391, 947]
directory-entry: — H., Kraftwagenf., Wexstr. 35, ⊠ 3 [777, 390, 939, 402]
directory-entry: — W., Schiffszimmerer, Hardenstr. 84 [777, 1901, 948, 1912]
directory-entry: — Wwe., Th., Thüringerstr. 61, ⊠ 15 [777, 1294, 942, 1305]
directory-entry: — H., Elektrotechn., Rothenbaumchaussee 80, ⊠ 13 [777, 1369, 1014, 1380]
directory-entry: Hegebarth, H., Arbtr., Anckelmannstr. 41, H. 10, ⊠ 25 [777, 439, 1023, 451]
ad-line: Fernsprecher: C 8 Ze 8569 [524, 759, 654, 771]
directory-entry: — Wwe., M., Reesestr. 18, ⊠ 30 [103, 1294, 247, 1305]
directory-entry: — K., Oberpailler, ☎ B 3 Lü 5182, Roggenkamp 6 ⊠ 33 [103, 861, 354, 872]
directory-entry: Heibel, E. Kellner, Spaldingstr. 31, ⊠ 1 [777, 2038, 953, 2049]
directory-entry: — Friedrich, Deklarant, Billstr. 98b, ⊠ 27 [440, 1111, 628, 1122]
directory-entry: Hegelow, W., Werkmstr., Billhornerdeich 49 [777, 564, 975, 574]
directory-entry: — Wwe. M., Frankenstr. 48, ⊠ 15 [440, 1210, 592, 1221]
directory-entry: — J. F. G., Privatm., Finkenau 12, ⊠ 22 [103, 688, 278, 699]
directory-entry: Heiber, Gust., Wirtsch., ☎ B 3 Lü 5265, Holsteinischerkamp 94, ⊠ 22, Wohn: Bürgerstrasse 2, ⊠ 22 [777, 2050, 1080, 2074]
directory-entry: Heesch, A., Schlachter, Grädenerstr. 1, ⊠ 19 [103, 911, 305, 922]
directory-entry: — Herm., Kranf., Tonndorfer Str. 10, ⊠ 43 [103, 1108, 294, 1119]
directory-entry: — Johannes, Schlachter, BCto: H.-u.V.-B., ☎ Ha 1924, Weidenallee 2a, ⊠ 6 [103, 1158, 406, 1181]
directory-entry: Hegger, L., Tischler, Schumannstr. 50a [777, 1282, 955, 1293]
header-page-number: 417—II [1078, 124, 1124, 174]
directory-entry: — H., Hauswart, Neuerwall 54, ⊠ 36 [777, 279, 944, 290]
directory-entry: Heergeist, Frl. Emmy, Konfitüren, ☎ Vu 9619, Lübeckerstr. 4, ⊠ 24 [103, 526, 409, 537]
directory-entry: — Arthur, Bierführer, Grenzstr. 11, ⊠ 19 [440, 477, 623, 488]
directory-entry: — W., Schiffsing., Amselstr. 10, ⊠ 22 [440, 291, 605, 303]
directory-entry: — Josef, Klempner u. Install., BCto: Deutsche B. Fil. Hbg., Dep.-Kasse E, Niendorferstr. 26, ⊠ 20 [777, 2125, 1068, 2148]
directory-entry: — Aug., Maler, Bartelsstr. 49, ⊠ 6 [440, 1049, 593, 1060]
directory-entry: — jr., John C. H., Bes. Schornsteinfegermstr., BCto: C.- u. P.-B. Abt. St. P. Creditb., Wrangelstrasse 23, ⊠ 30 [777, 304, 1081, 327]
directory-entry: — Jul., Hammerlandstr. 98, ⊠ 26 [103, 898, 251, 909]
directory-entry: Heffner, Frl. F., Detmerstr. 1, ⊠ 33 [777, 205, 934, 216]
scan-artifact [2, 265, 12, 273]
directory-entry: Heerklotz, J., Kapitän, Holsteinischer kamp 90, ⊠ 22 [103, 750, 341, 761]
directory-entry: Hees, G., Galvanoplastiker, Döhnerstr. 7 [103, 886, 286, 897]
directory-entry: — Frau E., Hauswäscherei, Pinnebergerweg 84, ht. ⊠ 19. Wohn: Martin Lutherstr. 31, ⊠ 11 [103, 427, 396, 451]
scan-edge [0, 41, 50, 1872]
directory-entry: — W., Packer, Colonnaden 47, ⊠ 36 [777, 365, 937, 377]
directory-entry: — Chr., Arbtr., Margarethenstr. 50, ⊠ 6 [440, 501, 618, 512]
directory-entry: — Helmuth, Laternenw., Schillstr. 11, ⊠ 8 [440, 1185, 630, 1196]
directory-entry: — H., Maler, Jacobstr. 25/27, ⊠ 8 [440, 1136, 590, 1147]
directory-entry: — P., Maler, Danzigerstr. 52, H. 10, ⊠ 5 [440, 1235, 618, 1246]
directory-entry: — O., Salzmannstr. 8, ⊠ 35 [777, 452, 900, 463]
